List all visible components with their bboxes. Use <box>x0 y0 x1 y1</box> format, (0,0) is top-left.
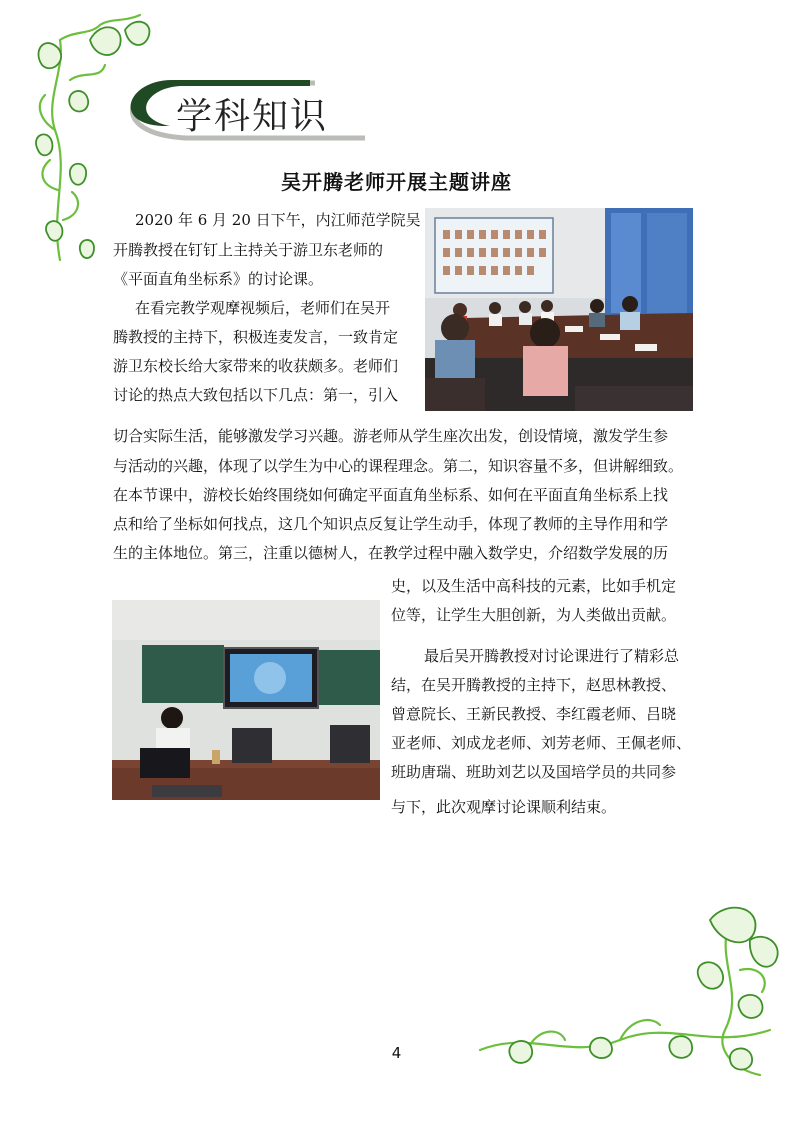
paragraph-line: 游卫东校长给大家带来的收获颇多。老师们 <box>113 357 399 375</box>
page-number: 4 <box>391 1044 402 1062</box>
paragraph-line: 位等，让学生大胆创新，为人类做出贡献。 <box>391 606 677 624</box>
paragraph-line: 与下，此次观摩讨论课顺利结束。 <box>391 798 617 816</box>
paragraph-line: 亚老师、刘成龙老师、刘芳老师、王佩老师、 <box>391 734 692 752</box>
paragraph-line: 《平面直角坐标系》的讨论课。 <box>113 270 324 288</box>
classroom-photo <box>112 600 380 800</box>
paragraph-line: 腾教授的主持下，积极连麦发言，一致肯定 <box>113 328 399 346</box>
paragraph-line: 2020 年 6 月 20 日下午，内江师范学院吴 <box>135 211 421 229</box>
paragraph-line: 史，以及生活中高科技的元素，比如手机定 <box>391 577 677 595</box>
paragraph-line: 点和给了坐标如何找点，这几个知识点反复让学生动手，体现了教师的主导作用和学 <box>113 515 669 533</box>
meeting-room-photo <box>425 208 693 411</box>
paragraph-line: 在看完教学观摩视频后，老师们在吴开 <box>135 299 391 317</box>
paragraph-line: 生的主体地位。第三，注重以德树人，在教学过程中融入数学史，介绍数学发展的历 <box>113 544 669 562</box>
paragraph-line: 与活动的兴趣，体现了以学生为中心的课程理念。第二，知识容量不多，但讲解细致。 <box>113 457 684 475</box>
paragraph-line: 结，在吴开腾教授的主持下，赵思林教授、 <box>391 676 677 694</box>
paragraph-line: 曾意院长、王新民教授、李红霞老师、吕晓 <box>391 705 677 723</box>
article-title: 吴开腾老师开展主题讲座 <box>281 170 512 194</box>
paragraph-line: 讨论的热点大致包括以下几点：第一，引入 <box>113 386 399 404</box>
paragraph-line: 最后吴开腾教授对讨论课进行了精彩总 <box>424 647 680 665</box>
paragraph-line: 切合实际生活，能够激发学习兴趣。游老师从学生座次出发，创设情境，激发学生参 <box>113 427 669 445</box>
paragraph-line: 开腾教授在钉钉上主持关于游卫东老师的 <box>113 241 384 259</box>
paragraph-line: 在本节课中，游校长始终围绕如何确定平面直角坐标系、如何在平面直角坐标系上找 <box>113 486 669 504</box>
section-title: 学科知识 <box>176 96 329 137</box>
paragraph-line: 班助唐瑞、班助刘艺以及国培学员的共同参 <box>391 763 677 781</box>
